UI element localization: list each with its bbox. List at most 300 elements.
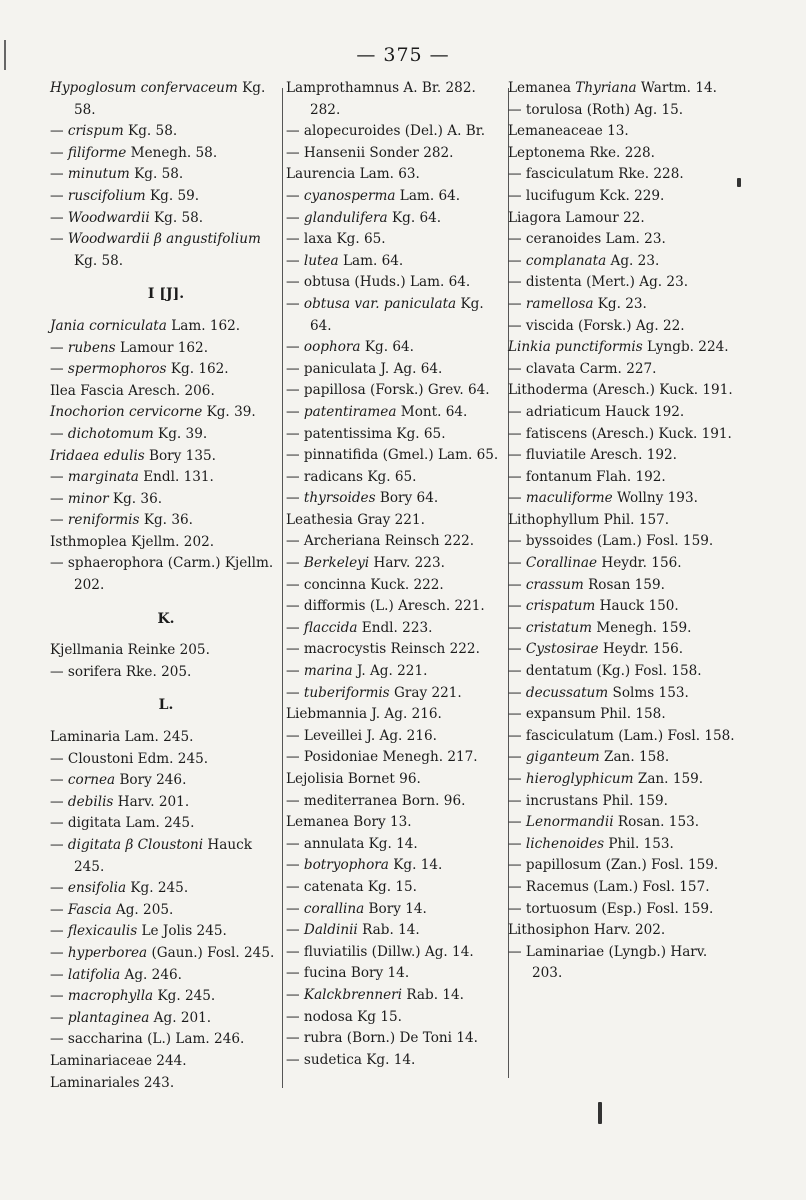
entry-text: — Leveillei J. Ag. 216.: [286, 727, 437, 744]
index-entry: [286, 510, 506, 532]
entry-text: — rubra (Born.) De Toni 14.: [286, 1030, 478, 1047]
entry-text: Rosan. 153.: [613, 814, 700, 831]
taxon-name-italic: complanata: [525, 252, 607, 269]
index-entry: [50, 553, 282, 596]
index-entry: [286, 229, 506, 251]
entry-text: — expansum Phil. 158.: [508, 706, 666, 723]
section-letter-heading: L.: [158, 697, 174, 714]
entry-text: — papillosa (Forsk.) Grev. 64.: [286, 382, 490, 399]
entry-text: —: [286, 295, 304, 312]
index-entry: [286, 769, 506, 791]
index-entry: [50, 1008, 282, 1030]
index-entry: [508, 618, 740, 640]
taxon-name-italic: Kalckbrenneri: [303, 986, 403, 1003]
entry-text: —: [508, 555, 526, 572]
index-entry: [508, 834, 740, 856]
entry-text: Harv. 223.: [369, 555, 445, 572]
index-entry: [50, 316, 282, 338]
index-entry: [508, 596, 740, 618]
entry-text: Solms 153.: [608, 684, 689, 701]
entry-text: Bory 135.: [144, 447, 216, 464]
index-entry: [50, 78, 282, 121]
entry-text: Liagora Lamour 22.: [508, 209, 645, 226]
index-entry: [508, 445, 740, 467]
taxon-name-italic: hieroglyphicum: [525, 771, 634, 787]
index-entry: [50, 186, 282, 208]
entry-text: — ceranoides Lam. 23.: [508, 231, 666, 248]
taxon-name-italic: lutea: [303, 252, 339, 269]
index-entry: [50, 1073, 282, 1095]
index-entry: [508, 402, 740, 424]
entry-text: —: [286, 252, 304, 269]
taxon-name-italic: cornea: [67, 772, 116, 789]
entry-text: Kg. 39.: [153, 425, 208, 442]
entry-text: —: [50, 901, 68, 918]
entry-text: —: [508, 619, 526, 636]
entry-text: Lithosiphon Harv. 202.: [508, 922, 666, 939]
index-entry: [508, 100, 740, 122]
taxon-name-italic: Linkia punctiformis: [508, 339, 643, 356]
index-entry: [286, 78, 506, 121]
entry-text: — sudetica Kg. 14.: [286, 1051, 416, 1068]
index-entry: [286, 920, 506, 942]
entry-text: —: [50, 209, 68, 226]
entry-text: Rab. 14.: [357, 922, 420, 939]
entry-text: Ag. 201.: [149, 1009, 212, 1026]
entry-text: Lam. 64.: [395, 187, 461, 204]
index-entry: [508, 380, 740, 402]
index-entry: [508, 121, 740, 143]
index-entry: [508, 855, 740, 877]
entry-text: — patentissima Kg. 65.: [286, 425, 446, 442]
index-entry: [286, 575, 506, 597]
entry-text: —: [508, 576, 526, 593]
entry-text: Kg. 64.: [387, 209, 442, 226]
index-entry: [286, 791, 506, 813]
entry-text: Ag. 205.: [111, 901, 174, 918]
entry-text: —: [50, 231, 68, 248]
entry-text: — pinnatifida (Gmel.) Lam. 65.: [286, 447, 499, 464]
entry-text: — saccharina (L.) Lam. 246.: [50, 1031, 245, 1048]
index-entry: [286, 445, 506, 467]
index-entry: [50, 1051, 282, 1073]
entry-text: Hauck 245.: [74, 837, 252, 875]
entry-text: Kg. 64.: [360, 339, 414, 356]
entry-text: — concinna Kuck. 222.: [286, 576, 444, 593]
index-entry: [286, 704, 506, 726]
taxon-name-italic: ramellosa: [525, 295, 594, 312]
index-entry: [286, 531, 506, 553]
index-entry: [50, 208, 282, 230]
index-entry: [286, 186, 506, 208]
entry-text: Harv. 201.: [113, 793, 190, 810]
entry-text: Wartm. 14.: [636, 80, 717, 96]
entry-text: Ag. 23.: [606, 252, 660, 269]
index-entry: [508, 467, 740, 489]
taxon-name-italic: flexicaulis: [67, 923, 138, 940]
taxon-name-italic: Inochorion cervicorne: [50, 404, 203, 421]
index-entry: [508, 683, 740, 705]
index-entry: [508, 488, 740, 510]
entry-text: —: [50, 966, 68, 983]
index-entry: [50, 662, 282, 684]
taxon-name-italic: giganteum: [525, 749, 600, 766]
entry-text: —: [286, 663, 304, 680]
entry-text: Laminariaceae 244.: [50, 1052, 187, 1069]
entry-text: Kg. 64.: [310, 295, 484, 334]
entry-text: —: [508, 490, 526, 507]
index-entry: [508, 791, 740, 813]
entry-text: —: [508, 252, 526, 269]
entry-text: Lemanea Bory 13.: [286, 814, 412, 831]
taxon-name-italic: Iridaea edulis: [50, 447, 145, 464]
index-entry: [286, 963, 506, 985]
taxon-name-italic: Daldinii: [303, 922, 358, 939]
entry-text: — fluviatilis (Dillw.) Ag. 14.: [286, 943, 474, 960]
entry-text: Zan. 158.: [599, 749, 670, 766]
index-entry: [286, 618, 506, 640]
page-edge-mark: [4, 40, 6, 70]
entry-text: — radicans Kg. 65.: [286, 468, 417, 485]
index-entry: [50, 229, 282, 272]
index-entry: [286, 855, 506, 877]
index-entry: [286, 1050, 506, 1072]
taxon-name-italic: macrophylla: [67, 988, 154, 1005]
entry-text: — fatiscens (Aresch.) Kuck. 191.: [508, 425, 732, 442]
entry-text: — digitata Lam. 245.: [50, 815, 195, 832]
index-entry: [50, 510, 282, 532]
index-entry: [286, 359, 506, 381]
taxon-name-italic: Jania corniculata: [50, 317, 167, 334]
entry-text: — papillosum (Zan.) Fosl. 159.: [508, 857, 719, 874]
index-entry: [50, 640, 282, 662]
taxon-name-italic: latifolia: [67, 966, 121, 983]
taxon-name-italic: Corallinae: [525, 555, 598, 572]
entry-text: — fasciculatum (Lam.) Fosl. 158.: [508, 727, 735, 744]
index-entry: [50, 143, 282, 165]
index-entry: [286, 985, 506, 1007]
entry-text: Gray 221.: [389, 684, 462, 701]
index-entry: [508, 186, 740, 208]
entry-text: Lithoderma (Aresch.) Kuck. 191.: [508, 382, 733, 399]
index-entry: [508, 747, 740, 769]
index-entry: [286, 424, 506, 446]
entry-text: Laminaria Lam. 245.: [50, 729, 194, 746]
taxon-name-italic: crispatum: [525, 598, 596, 615]
taxon-name-italic: tuberiformis: [303, 684, 390, 701]
entry-text: —: [50, 793, 68, 810]
index-entry: [50, 749, 282, 771]
entry-text: —: [508, 749, 526, 766]
entry-text: Bory 246.: [115, 772, 187, 789]
index-entry: [286, 834, 506, 856]
index-column-3: [508, 78, 740, 985]
entry-text: —: [286, 209, 304, 226]
index-entry: [286, 683, 506, 705]
entry-text: — sphaerophora (Carm.) Kjellm. 202.: [50, 555, 274, 594]
index-entry: [508, 942, 740, 985]
entry-text: — sorifera Rke. 205.: [50, 663, 192, 680]
entry-text: —: [286, 555, 304, 572]
entry-text: — Laminariae (Lyngb.) Harv. 203.: [508, 943, 708, 982]
index-entry: [508, 877, 740, 899]
entry-text: — Cloustoni Edm. 245.: [50, 750, 209, 767]
entry-text: Kg. 58.: [129, 166, 184, 183]
entry-text: — mediterranea Born. 96.: [286, 792, 466, 809]
index-entry: [508, 726, 740, 748]
index-entry: [508, 272, 740, 294]
taxon-name-italic: flaccida: [303, 619, 358, 636]
taxon-name-italic: Berkeleyi: [303, 555, 370, 572]
entry-text: —: [286, 922, 304, 939]
entry-text: —: [508, 814, 526, 831]
entry-text: —: [50, 361, 68, 378]
index-entry: [286, 661, 506, 683]
taxon-name-italic: glandulifera: [303, 209, 388, 226]
taxon-name-italic: Hypoglosum confervaceum: [50, 80, 238, 96]
index-entry: [286, 812, 506, 834]
entry-text: —: [508, 295, 526, 312]
index-entry: [50, 965, 282, 987]
entry-text: Kg. 39.: [202, 404, 256, 421]
index-entry: [508, 294, 740, 316]
index-entry: [50, 424, 282, 446]
entry-text: —: [286, 619, 304, 636]
entry-text: —: [508, 598, 526, 615]
index-entry: [286, 337, 506, 359]
entry-text: — fluviatile Aresch. 192.: [508, 447, 678, 464]
index-entry: [508, 337, 740, 359]
taxon-name-italic: decussatum: [525, 684, 609, 701]
column-divider-left: [282, 88, 283, 1088]
entry-text: Lejolisia Bornet 96.: [286, 771, 421, 787]
entry-text: —: [50, 1009, 68, 1026]
taxon-name-italic: Woodwardii β angustifolium: [67, 231, 261, 248]
entry-text: —: [50, 923, 68, 940]
taxon-name-italic: patentiramea: [303, 403, 397, 420]
entry-text: Bory 14.: [364, 900, 427, 917]
entry-text: — obtusa (Huds.) Lam. 64.: [286, 274, 471, 291]
entry-text: Phil. 153.: [604, 835, 674, 852]
entry-text: — clavata Carm. 227.: [508, 360, 657, 377]
entry-text: — paniculata J. Ag. 64.: [286, 360, 443, 377]
entry-text: Kg. 58.: [74, 80, 266, 118]
entry-text: — dentatum (Kg.) Fosl. 158.: [508, 663, 702, 680]
index-entry: [508, 575, 740, 597]
entry-text: —: [50, 123, 68, 140]
taxon-name-italic: crispum: [67, 123, 124, 140]
entry-text: Menegh. 58.: [126, 144, 218, 161]
entry-text: Kg. 245.: [126, 880, 189, 897]
entry-text: —: [50, 166, 68, 183]
entry-text: —: [508, 835, 526, 852]
entry-text: Menegh. 159.: [592, 619, 692, 636]
index-entry: [508, 704, 740, 726]
entry-text: Kg. 14.: [388, 857, 443, 874]
entry-text: Laminariales 243.: [50, 1074, 175, 1091]
taxon-name-italic: minutum: [67, 166, 130, 183]
index-entry: [286, 402, 506, 424]
index-entry: [50, 446, 282, 468]
entry-text: —: [50, 490, 68, 507]
entry-text: — Archeriana Reinsch 222.: [286, 533, 475, 550]
index-entry: [50, 943, 282, 965]
index-entry: [50, 532, 282, 554]
index-entry: [508, 920, 740, 942]
entry-text: —: [50, 469, 68, 486]
index-entry: [286, 596, 506, 618]
index-entry: [50, 878, 282, 900]
section-letter-heading: K.: [157, 610, 175, 627]
taxon-name-italic: marginata: [67, 469, 139, 486]
entry-text: Endl. 223.: [357, 619, 433, 636]
entry-text: Rab. 14.: [402, 986, 464, 1003]
taxon-name-italic: filiforme: [67, 144, 127, 161]
index-entry: [508, 531, 740, 553]
taxon-name-italic: Cystosirae: [525, 641, 599, 658]
entry-text: —: [286, 986, 304, 1003]
entry-text: Lam. 64.: [338, 252, 404, 269]
taxon-name-italic: ensifolia: [67, 880, 127, 897]
taxon-name-italic: dichotomum: [67, 425, 154, 442]
index-entry: [50, 402, 282, 424]
entry-text: Heydr. 156.: [597, 555, 682, 572]
entry-text: —: [508, 771, 526, 787]
entry-text: Hauck 150.: [595, 598, 679, 615]
entry-text: —: [50, 944, 68, 961]
index-entry: [508, 812, 740, 834]
taxon-name-italic: spermophoros: [67, 361, 167, 378]
index-entry: [508, 143, 740, 165]
taxon-name-italic: marina: [303, 663, 353, 680]
taxon-name-italic: maculiforme: [525, 490, 613, 507]
entry-text: Isthmoplea Kjellm. 202.: [50, 533, 215, 550]
entry-text: (Gaun.) Fosl. 245.: [147, 944, 275, 961]
index-entry: [50, 1029, 282, 1051]
entry-text: Endl. 131.: [138, 469, 214, 486]
entry-text: —: [50, 144, 68, 161]
entry-text: J. Ag. 221.: [352, 663, 428, 680]
entry-text: —: [50, 837, 68, 853]
taxon-name-italic: crassum: [525, 576, 584, 593]
entry-text: — Hansenii Sonder 282.: [286, 144, 454, 161]
index-entry: [508, 553, 740, 575]
index-entry: [50, 813, 282, 835]
index-entry: [50, 489, 282, 511]
entry-text: — tortuosum (Esp.) Fosl. 159.: [508, 900, 714, 917]
taxon-name-italic: hyperborea: [67, 944, 148, 961]
entry-text: — incrustans Phil. 159.: [508, 792, 668, 809]
entry-text: — difformis (L.) Aresch. 221.: [286, 598, 485, 615]
entry-text: —: [50, 772, 68, 789]
index-entry: [286, 942, 506, 964]
entry-text: Lamprothamnus A. Br. 282. 282.: [286, 80, 476, 118]
entry-text: —: [508, 641, 526, 658]
entry-text: — fucina Bory 14.: [286, 965, 410, 982]
index-entry: [286, 747, 506, 769]
taxon-name-italic: Woodwardii: [67, 209, 150, 226]
index-entry: [50, 727, 282, 749]
index-entry: [286, 899, 506, 921]
index-entry: [286, 294, 506, 337]
entry-text: — adriaticum Hauck 192.: [508, 403, 685, 420]
entry-text: Le Jolis 245.: [137, 923, 227, 940]
taxon-name-italic: debilis: [67, 793, 114, 810]
index-entry: [508, 78, 740, 100]
entry-text: —: [286, 187, 304, 204]
entry-text: —: [286, 684, 304, 701]
index-entry: [50, 835, 282, 878]
entry-text: Kg. 245.: [153, 988, 216, 1005]
index-entry: [50, 121, 282, 143]
entry-text: — laxa Kg. 65.: [286, 231, 386, 248]
entry-text: Zan. 159.: [633, 771, 704, 787]
taxon-name-italic: plantaginea: [67, 1009, 150, 1026]
entry-text: —: [50, 425, 68, 442]
taxon-name-italic: minor: [67, 490, 109, 507]
index-entry: [286, 877, 506, 899]
taxon-name-italic: cristatum: [525, 619, 593, 636]
index-entry: [508, 769, 740, 791]
entry-text: — macrocystis Reinsch 222.: [286, 641, 480, 658]
index-entry: [50, 900, 282, 922]
index-entry: [286, 251, 506, 273]
index-entry: [508, 424, 740, 446]
taxon-name-italic: obtusa var. paniculata: [303, 295, 457, 312]
index-entry: [286, 1007, 506, 1029]
index-entry: [286, 143, 506, 165]
page-number: — 375 —: [356, 44, 450, 66]
entry-text: Kg. 36.: [139, 512, 193, 529]
entry-text: —: [286, 857, 304, 874]
entry-text: —: [50, 512, 68, 529]
index-entry: [50, 921, 282, 943]
index-entry: [286, 121, 506, 143]
index-entry: [286, 726, 506, 748]
entry-text: — byssoides (Lam.) Fosl. 159.: [508, 533, 714, 550]
entry-text: Lemanea: [508, 80, 576, 96]
index-column-1: [50, 78, 282, 1094]
entry-text: Wollny 193.: [612, 490, 698, 507]
entry-text: Bory 64.: [375, 490, 439, 507]
taxon-name-italic: lichenoides: [525, 835, 605, 852]
entry-text: Rosan 159.: [583, 576, 665, 593]
entry-text: — nodosa Kg 15.: [286, 1008, 402, 1025]
entry-text: — catenata Kg. 15.: [286, 878, 418, 895]
entry-text: Ag. 246.: [120, 966, 182, 983]
index-entry: [508, 359, 740, 381]
index-entry: [286, 1028, 506, 1050]
index-entry: [286, 488, 506, 510]
taxon-name-italic: corallina: [303, 900, 365, 917]
entry-text: Leptonema Rke. 228.: [508, 144, 655, 161]
entry-text: Kjellmania Reinke 205.: [50, 642, 210, 659]
entry-text: Heydr. 156.: [598, 641, 684, 658]
entry-text: — Posidoniae Menegh. 217.: [286, 749, 478, 766]
taxon-name-italic: cyanosperma: [303, 187, 396, 204]
entry-text: Leathesia Gray 221.: [286, 511, 425, 528]
entry-text: — Racemus (Lam.) Fosl. 157.: [508, 878, 710, 895]
entry-text: Kg. 23.: [593, 295, 647, 312]
entry-text: Lemaneaceae 13.: [508, 123, 629, 140]
taxon-name-italic: Lenormandii: [525, 814, 614, 831]
ink-fleck: [598, 1102, 602, 1124]
entry-text: Kg. 58.: [149, 209, 204, 226]
entry-text: — alopecuroides (Del.) A. Br.: [286, 123, 486, 140]
index-entry: [508, 661, 740, 683]
index-entry: [50, 986, 282, 1008]
index-entry: [286, 553, 506, 575]
